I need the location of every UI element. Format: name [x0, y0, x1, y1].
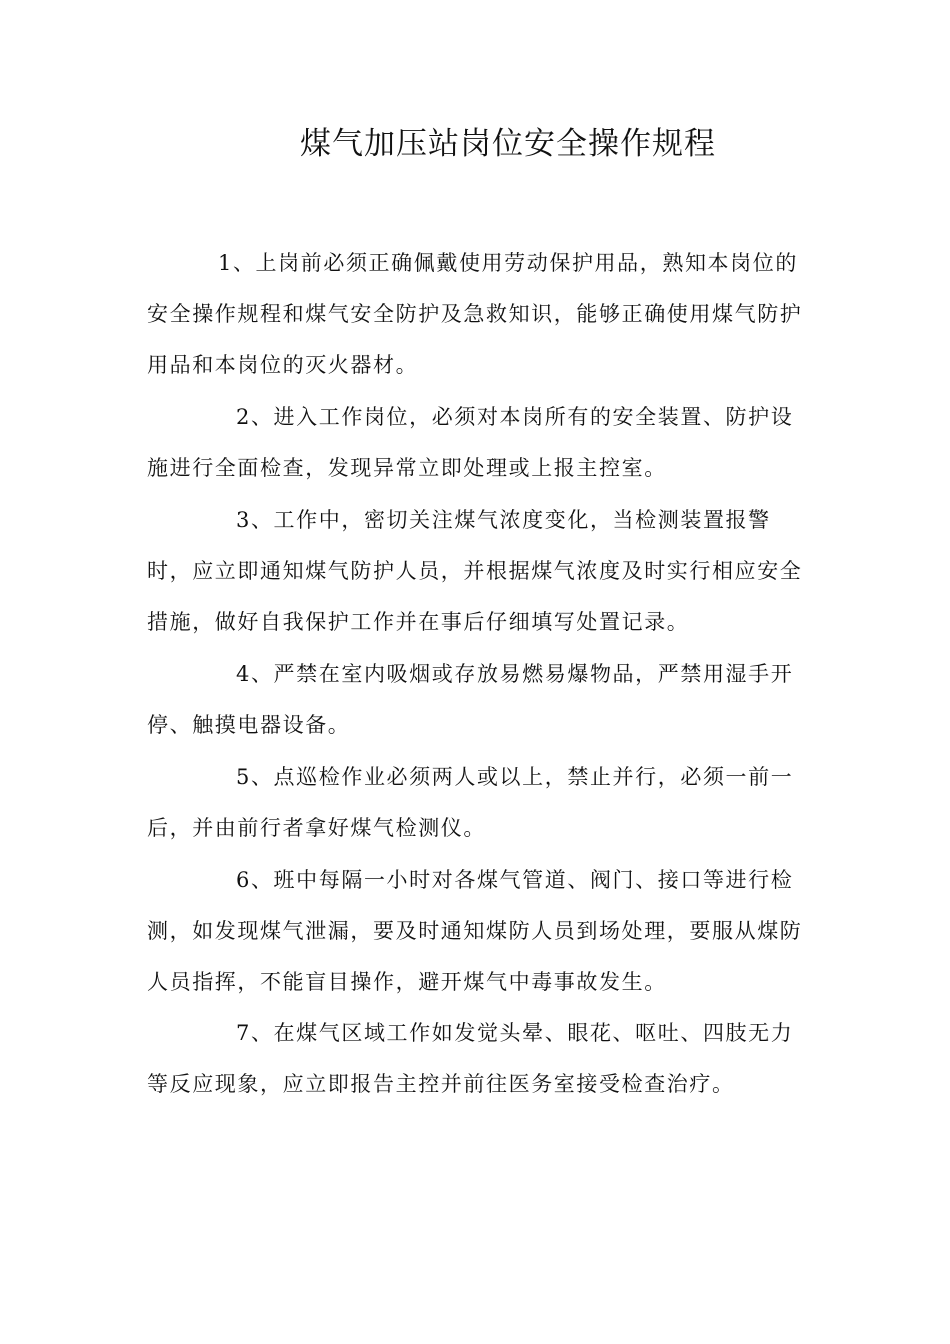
document-title: 煤气加压站岗位安全操作规程 [300, 126, 716, 162]
paragraph-6-line-1: 6、班中每隔一小时对各煤气管道、阀门、接口等进行检 [236, 868, 794, 892]
paragraph-6-line-3: 人员指挥，不能盲目操作，避开煤气中毒事故发生。 [147, 970, 667, 994]
paragraph-3-line-2: 时，应立即通知煤气防护人员，并根据煤气浓度及时实行相应安全 [147, 559, 803, 583]
paragraph-4-line-1: 4、严禁在室内吸烟或存放易燃易爆物品，严禁用湿手开 [236, 662, 794, 686]
paragraph-2-line-1: 2、进入工作岗位，必须对本岗所有的安全装置、防护设 [236, 405, 794, 429]
paragraph-3-line-1: 3、工作中，密切关注煤气浓度变化，当检测装置报警 [236, 508, 771, 532]
paragraph-1-line-2: 安全操作规程和煤气安全防护及急救知识，能够正确使用煤气防护 [147, 302, 803, 326]
paragraph-1-line-1: 1、上岗前必须正确佩戴使用劳动保护用品，熟知本岗位的 [218, 251, 798, 275]
paragraph-3-line-3: 措施，做好自我保护工作并在事后仔细填写处置记录。 [147, 610, 690, 634]
paragraph-4-line-2: 停、触摸电器设备。 [147, 713, 351, 737]
paragraph-7-line-2: 等反应现象，应立即报告主控并前往医务室接受检查治疗。 [147, 1072, 735, 1096]
paragraph-5-line-1: 5、点巡检作业必须两人或以上，禁止并行，必须一前一 [236, 765, 794, 789]
paragraph-2-line-2: 施进行全面检查，发现异常立即处理或上报主控室。 [147, 456, 667, 480]
paragraph-5-line-2: 后，并由前行者拿好煤气检测仪。 [147, 816, 486, 840]
paragraph-7-line-1: 7、在煤气区域工作如发觉头晕、眼花、呕吐、四肢无力 [236, 1021, 794, 1045]
paragraph-6-line-2: 测，如发现煤气泄漏，要及时通知煤防人员到场处理，要服从煤防 [147, 919, 803, 943]
paragraph-1-line-3: 用品和本岗位的灭火器材。 [147, 353, 419, 377]
